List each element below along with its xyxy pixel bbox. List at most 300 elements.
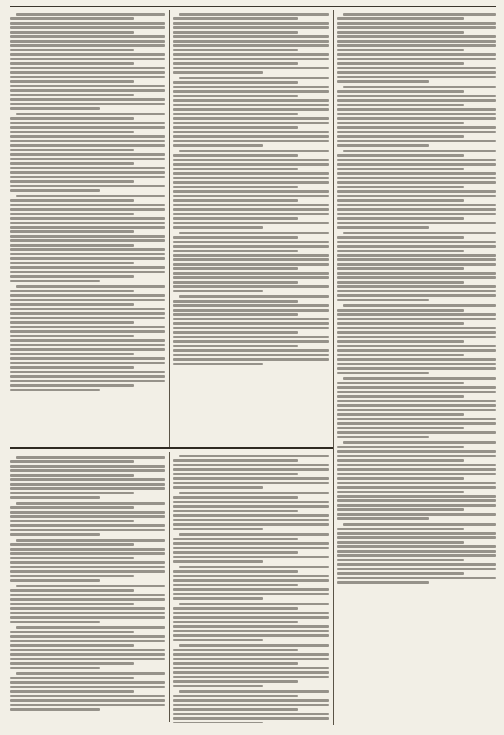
text-line [337,455,496,458]
text-line [10,162,134,165]
text-line [10,117,134,120]
text-line [10,40,165,43]
text-line [173,336,329,339]
text-line [10,208,165,211]
text-line [173,523,329,526]
text-line [337,536,496,539]
text-line [173,528,263,531]
paragraph [10,195,165,283]
text-line [173,204,329,207]
text-line [10,612,165,615]
text-line [10,533,100,536]
text-line [173,113,298,116]
text-line [10,478,165,481]
text-line [173,99,329,102]
text-line [337,195,496,198]
text-line [173,584,298,587]
text-line [343,523,496,526]
text-line [16,626,165,629]
text-line [173,104,329,107]
text-line [10,344,165,347]
text-line [173,340,329,343]
text-line [173,588,329,591]
text-line [337,40,496,43]
text-line [337,44,496,47]
text-line [179,455,329,458]
text-line [337,76,496,79]
text-line [173,464,329,467]
text-line [173,313,298,316]
text-line [337,367,496,370]
text-line [173,501,329,504]
text-line [337,382,464,385]
text-line [10,58,165,61]
text-line [173,58,329,61]
text-line [173,551,298,554]
text-line [10,353,134,356]
text-line [10,140,165,143]
text-line [173,695,298,698]
text-line [337,17,464,20]
text-line [173,281,298,284]
text-line [337,31,464,34]
text-line [173,354,329,357]
text-line [173,327,329,330]
paragraph [10,13,165,110]
text-line [337,26,496,29]
paragraph [337,13,496,83]
text-line [337,272,496,275]
text-line [10,469,165,472]
text-line [179,566,329,569]
text-line [10,658,165,661]
text-line [179,13,329,16]
text-line [173,62,298,65]
text-line [179,150,329,153]
text-line [173,208,329,211]
text-line [337,58,496,61]
text-line [10,71,165,74]
text-line [337,236,464,239]
text-line [173,126,298,129]
text-line [10,579,100,582]
text-line [173,538,298,541]
text-line [337,131,496,134]
text-line [10,280,100,283]
text-line [173,95,298,98]
text-line [337,309,464,312]
text-line [173,542,329,545]
paragraph [10,285,165,391]
text-line [10,89,165,92]
text-line [337,486,496,489]
text-line [337,459,464,462]
text-line [10,380,165,383]
text-line [173,31,298,34]
text-line [343,377,496,380]
text-line [10,474,134,477]
text-line [337,331,496,334]
text-line [10,44,165,47]
text-line [173,272,329,275]
text-line [10,199,134,202]
text-line [173,163,329,166]
text-line [173,135,329,138]
text-line [10,598,165,601]
text-line [10,348,165,351]
text-line [10,167,165,170]
text-line [337,391,496,394]
text-line [173,597,263,600]
text-line [337,53,496,56]
text-line [10,487,165,490]
text-line [173,17,298,20]
text-line [337,267,464,270]
text-line [337,22,496,25]
text-line [10,35,165,38]
text-line [10,366,134,369]
paragraph [173,492,329,530]
text-line [173,86,329,89]
text-line [173,254,329,257]
text-line [10,222,165,225]
text-line [10,529,165,532]
text-line [337,528,464,531]
text-line [10,616,165,619]
text-line [179,644,329,647]
text-line [10,53,165,56]
text-line [173,363,263,366]
text-line [10,335,134,338]
text-line [173,579,329,582]
text-line [10,575,134,578]
text-line [173,607,298,610]
text-line [10,244,134,247]
text-line [10,515,165,518]
text-line [173,468,329,471]
text-line [10,275,134,278]
text-line [337,117,496,120]
text-line [337,67,496,70]
text-line [173,593,329,596]
paragraph [10,672,165,710]
text-line [173,630,329,633]
text-line [10,362,165,365]
text-line [10,566,165,569]
text-line [173,514,329,517]
text-line [173,108,329,111]
text-line [10,126,165,129]
text-line [173,241,329,244]
text-line [173,199,298,202]
text-line [337,504,496,507]
text-line [173,722,263,723]
text-line [173,177,329,180]
text-line [16,502,165,505]
text-line [10,180,134,183]
text-line [173,649,298,652]
text-line [173,131,329,134]
text-line [10,357,165,360]
text-line [173,267,298,270]
text-line [10,248,165,251]
text-line [10,483,165,486]
text-line [337,186,464,189]
text-line [173,35,329,38]
text-line [173,186,298,189]
text-line [337,276,496,279]
text-line [173,331,298,334]
text-line [337,35,496,38]
text-line [10,266,165,269]
text-line [337,104,464,107]
text-line [337,409,496,412]
text-line [173,245,329,248]
text-line [173,217,298,220]
paragraph [337,232,496,302]
text-line [173,477,329,480]
text-line [337,508,464,511]
text-line [173,658,329,661]
text-line [10,375,165,378]
text-line [10,690,134,693]
text-line [10,262,134,265]
text-line [337,144,429,147]
text-line [337,431,496,434]
text-line [173,704,329,707]
text-line [10,557,134,560]
text-line [173,154,298,157]
text-line [10,94,134,97]
text-line [179,77,329,80]
text-line [10,217,165,220]
text-line [173,222,329,225]
text-line [10,107,100,110]
paragraph [10,113,165,192]
text-line [337,163,496,166]
text-line [10,122,165,125]
text-line [10,271,165,274]
text-line [173,53,329,56]
text-line [173,168,298,171]
text-line [337,258,496,261]
top-rule [10,6,496,7]
text-line [337,517,429,520]
text-line [337,513,496,516]
serial-column-right [173,453,329,723]
text-line [173,250,298,253]
text-line [173,190,329,193]
text-line [173,667,329,670]
text-line [337,340,464,343]
text-line [10,644,134,647]
text-line [173,671,329,674]
text-line [337,395,464,398]
text-line [173,213,329,216]
text-line [10,153,165,156]
text-line [10,230,134,233]
text-line [337,358,496,361]
text-line [10,213,134,216]
text-line [173,616,329,619]
text-line [10,511,165,514]
text-line [10,506,134,509]
text-line [173,22,329,25]
text-line [10,524,165,527]
text-line [173,625,329,628]
text-line [10,649,165,652]
text-line [337,363,496,366]
text-line [337,541,464,544]
text-line [173,263,329,266]
text-line [10,239,165,242]
text-line [337,113,496,116]
article-body [173,13,329,365]
text-line [10,135,165,138]
text-line [16,456,165,459]
paragraph [173,533,329,563]
text-line [337,404,496,407]
text-line [10,371,165,374]
text-line [343,304,496,307]
text-line [173,322,329,325]
text-line [343,232,496,235]
text-line [337,550,496,553]
paragraph [173,603,329,641]
paragraph [173,232,329,293]
text-line [337,159,496,162]
paragraph [337,150,496,229]
text-line [10,594,165,597]
text-line [10,686,165,689]
paragraph [337,377,496,438]
text-line [337,354,464,357]
text-line [337,49,464,52]
paragraph [10,626,165,669]
text-line [337,241,496,244]
text-line [343,441,496,444]
text-line [10,26,165,29]
text-line [337,71,496,74]
text-line [10,317,165,320]
text-line [10,312,165,315]
text-line [173,496,298,499]
text-line [10,543,134,546]
text-line [173,300,298,303]
text-line [10,257,165,260]
text-line [173,519,329,522]
text-line [337,577,496,580]
text-line [173,621,298,624]
paragraph [10,585,165,623]
text-line [10,17,134,20]
text-line [337,62,464,65]
column-divider [169,10,170,447]
text-line [337,349,496,352]
text-line [337,140,496,143]
paragraph [337,304,496,374]
text-line [10,299,165,302]
text-line [337,400,496,403]
text-line [337,168,464,171]
text-line [173,122,329,125]
text-line [337,181,496,184]
text-line [179,232,329,235]
paragraph [173,150,329,229]
serial-body [10,456,165,711]
paragraph [10,456,165,499]
text-line [16,539,165,542]
text-line [337,250,464,253]
text-line [179,603,329,606]
text-line [337,559,464,562]
text-line [10,303,134,306]
text-line [10,31,134,34]
text-line [173,459,298,462]
text-line [16,113,165,116]
text-line [173,639,263,642]
text-line [173,685,263,688]
text-line [343,150,496,153]
text-line [10,85,165,88]
text-line [10,548,165,551]
text-line [10,67,165,70]
text-line [337,372,429,375]
paragraph [173,690,329,723]
text-line [173,473,298,476]
text-line [173,236,298,239]
paragraph [337,441,496,520]
text-line [337,318,496,321]
serial-separator-rule [10,447,333,449]
text-line [173,49,298,52]
text-line [10,171,165,174]
text-line [173,708,298,711]
paragraph [173,566,329,600]
text-line [10,62,134,65]
text-line [10,189,100,192]
text-line [337,299,429,302]
text-line [173,40,329,43]
paragraph [173,455,329,489]
text-line [337,345,496,348]
text-line [10,226,165,229]
text-line [179,533,329,536]
text-line [10,389,100,392]
text-line [337,422,496,425]
text-line [343,13,496,16]
text-line [337,95,496,98]
text-line [337,581,429,584]
text-line [173,505,329,508]
text-line [337,135,464,138]
text-line [173,358,329,361]
text-line [10,631,134,634]
text-line [10,22,165,25]
text-line [10,80,134,83]
text-line [10,204,165,207]
text-line [179,295,329,298]
text-line [173,318,329,321]
text-line [337,99,496,102]
text-line [10,552,165,555]
text-line [337,313,496,316]
text-line [10,496,100,499]
text-line [10,76,165,79]
text-line [173,172,329,175]
text-line [337,386,496,389]
text-line [10,677,134,680]
